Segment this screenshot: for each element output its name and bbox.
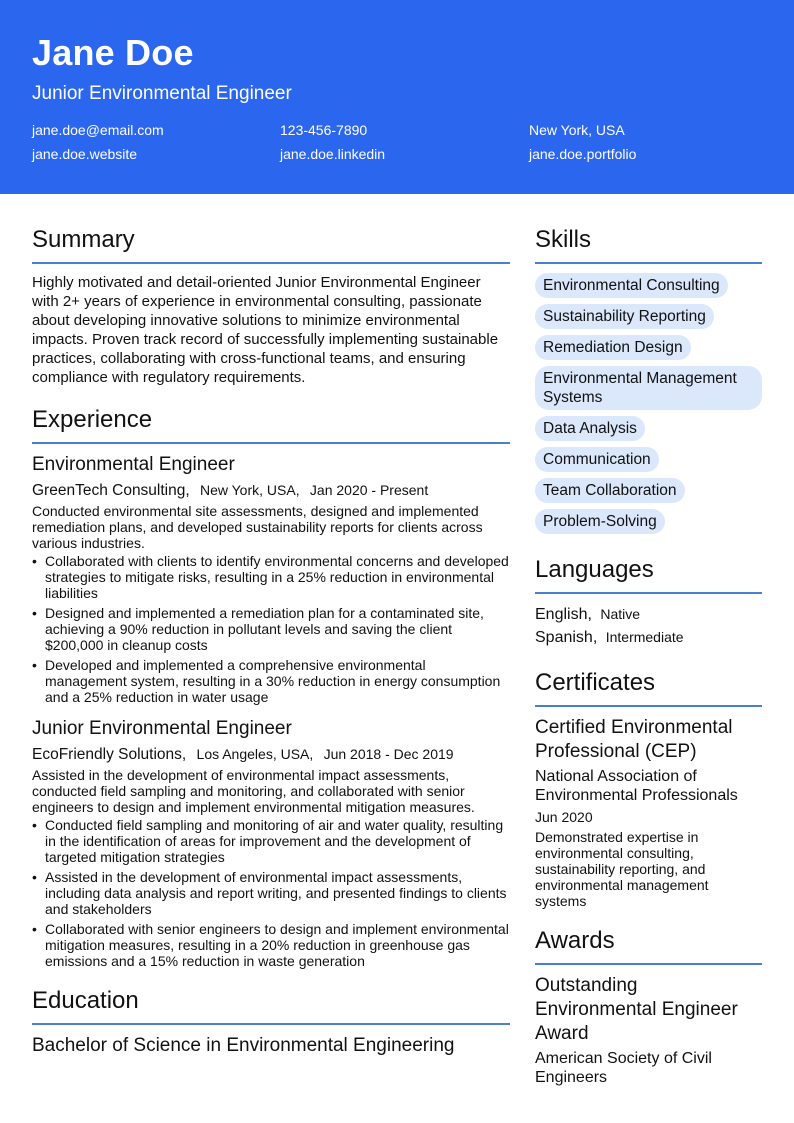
job-bullet: • Designed and implemented a remediation plan for a contaminated site, achieving a 90% reduction in pollutant levels and saving the client $200,000 in cleanup costs	[32, 605, 510, 653]
contact-phone[interactable]: 123-456-7890	[280, 122, 368, 138]
job-location: New York, USA,	[199, 482, 300, 498]
skill-tag: Environmental Consulting	[535, 273, 728, 298]
job-company: EcoFriendly Solutions,	[32, 746, 187, 763]
skill-tag: Communication	[535, 447, 659, 472]
language-level: Native	[600, 606, 641, 622]
language-item	[535, 626, 762, 649]
job-bullet: • Conducted field sampling and monitoring of air and water quality, resulting in the identification of areas for improvement and the development of targeted mitigation strategies	[32, 817, 510, 865]
award-name: Outstanding Environmental Engineer Award	[535, 975, 738, 1044]
main-column	[32, 226, 510, 1058]
side-column	[535, 226, 762, 1087]
languages-heading: Languages	[535, 556, 762, 594]
job-meta	[32, 744, 510, 765]
job-bullet: • Collaborated with clients to identify environmental concerns and developed strategies to mitigate risks, resulting in a 25% reduction in environmental liabilities	[32, 553, 510, 601]
summary-heading: Summary	[32, 226, 510, 264]
contact-email[interactable]: jane.doe@email.com	[32, 122, 164, 138]
certificate-issuer: National Association of Environmental Professionals	[535, 768, 738, 804]
skill-tag: Environmental Management Systems	[535, 366, 762, 410]
job-bullet: • Assisted in the development of environmental impact assessments, including data analysis and report writing, and presented findings to clients and stakeholders	[32, 869, 510, 917]
skill-tag: Sustainability Reporting	[535, 304, 714, 329]
award-organization: American Society of Civil Engineers	[535, 1050, 712, 1086]
skill-tag: Problem-Solving	[535, 509, 665, 534]
education-heading: Education	[32, 987, 510, 1025]
job-title: Junior Environmental Engineer	[32, 718, 292, 739]
job-company: GreenTech Consulting,	[32, 482, 190, 499]
skill-tag: Data Analysis	[535, 416, 645, 441]
job-title: Environmental Engineer	[32, 454, 235, 475]
job-entry	[32, 453, 510, 705]
contact-website[interactable]: jane.doe.website	[32, 146, 138, 162]
resume-header	[0, 0, 794, 194]
job-bullets	[32, 817, 510, 969]
language-level: Intermediate	[605, 629, 684, 645]
job-entry	[32, 717, 510, 969]
job-dates: Jan 2020 - Present	[309, 482, 429, 498]
job-location: Los Angeles, USA,	[196, 746, 314, 762]
certificates-heading: Certificates	[535, 669, 762, 707]
job-bullet: • Developed and implemented a comprehensive environmental management system, resulting in a 30% reduction in energy consumption and a 25% reduction in water usage	[32, 657, 510, 705]
experience-heading: Experience	[32, 406, 510, 444]
job-bullets	[32, 553, 510, 705]
skills-heading: Skills	[535, 226, 762, 264]
language-item	[535, 603, 762, 626]
education-degree: Bachelor of Science in Environmental Engineering	[32, 1035, 455, 1056]
candidate-name: Jane Doe	[32, 32, 194, 73]
job-description: Conducted environmental site assessments, designed and implemented remediation plans, and developed sustainability reports for clients across various industries.	[32, 503, 483, 551]
contact-linkedin[interactable]: jane.doe.linkedin	[280, 146, 386, 162]
skill-tag: Remediation Design	[535, 335, 691, 360]
candidate-title: Junior Environmental Engineer	[32, 83, 292, 104]
job-dates: Jun 2018 - Dec 2019	[323, 746, 454, 762]
certificate-name: Certified Environmental Professional (CEP)	[535, 717, 733, 762]
awards-heading: Awards	[535, 927, 762, 965]
language-name: English,	[535, 606, 592, 623]
skills-list	[535, 273, 762, 534]
summary-text: Highly motivated and detail-oriented Junior Environmental Engineer with 2+ years of experience in environmental consulting, passionate about developing innovative solutions to minimize environmental impacts. Proven track record of successfully implementing sustainable practices, collaborating with cross-functional teams, and ensuring compliance with regulatory requirements.	[32, 274, 499, 386]
language-name: Spanish,	[535, 629, 598, 646]
contact-location: New York, USA	[529, 122, 625, 138]
job-description: Assisted in the development of environmental impact assessments, conducted field sampling and monitoring, and collaborated with senior engineers to design and implement environmental mitigation measures.	[32, 767, 475, 815]
certificate-description: Demonstrated expertise in environmental consulting, sustainability reporting, and environmental management systems	[535, 829, 709, 909]
certificate-date: Jun 2020	[535, 809, 593, 825]
job-meta	[32, 480, 510, 501]
contact-portfolio[interactable]: jane.doe.portfolio	[529, 146, 637, 162]
job-bullet: • Collaborated with senior engineers to design and implement environmental mitigation measures, resulting in a 20% reduction in greenhouse gas emissions and a 15% reduction in waste generation	[32, 921, 510, 969]
skill-tag: Team Collaboration	[535, 478, 685, 503]
